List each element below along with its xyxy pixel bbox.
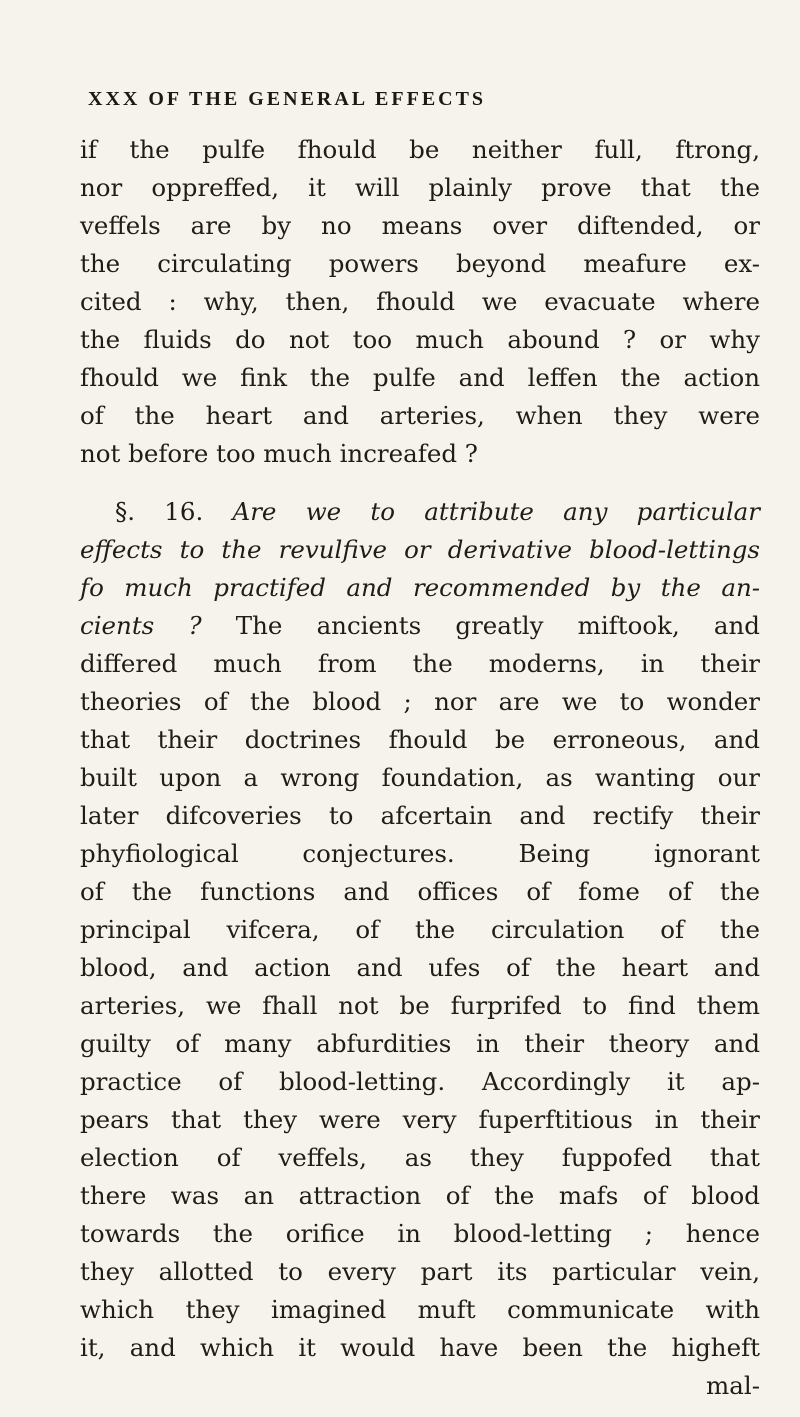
text-line: which they imagined muft communicate with (80, 1295, 760, 1324)
text-line: it, and which it would have been the higheft (80, 1333, 760, 1362)
text-line: phyfiological conjectures. Being ignorant (80, 839, 760, 868)
text-line: blood, and action and ufes of the heart and (80, 953, 760, 982)
text-line: guilty of many abfurdities in their theory and (80, 1029, 760, 1058)
text-line: not before too much increafed ? (80, 439, 478, 468)
text-line: the fluids do not too much abound ? or why (80, 325, 760, 354)
section-question-end: cients ? (80, 611, 202, 640)
text-line: the circulating powers beyond meafure ex- (80, 249, 760, 278)
running-head: XXX OF THE GENERAL EFFECTS (88, 88, 487, 110)
text-span: The ancients greatly miftook, and (201, 611, 760, 640)
text-line: later difcoveries to afcertain and rectify their (80, 801, 760, 830)
section-heading-line (115, 493, 760, 531)
section-number: §. 16. (115, 497, 204, 526)
text-line: theories of the blood ; nor are we to wonder (80, 687, 760, 716)
text-line: election of veffels, as they fuppofed that (80, 1143, 760, 1172)
text-line: arteries, we fhall not be furprifed to find them (80, 991, 760, 1020)
text-line: towards the orifice in blood-letting ; hence (80, 1219, 760, 1248)
catchword: mal- (706, 1371, 760, 1400)
text-line: cited : why, then, fhould we evacuate where (80, 287, 760, 316)
section-question-line: effects to the revulfive or derivative blood-lettings (80, 535, 760, 564)
section-question-line: fo much practifed and recommended by the an- (80, 573, 760, 602)
text-line: fhould we fink the pulfe and leffen the action (80, 363, 760, 392)
text-line: nor oppreffed, it will plainly prove that the (80, 173, 760, 202)
text-line (80, 607, 760, 645)
text-line: built upon a wrong foundation, as wanting our (80, 763, 760, 792)
text-line: that their doctrines fhould be erroneous, and (80, 725, 760, 754)
text-line: there was an attraction of the mafs of blood (80, 1181, 760, 1210)
section-question: Are we to attribute any particular (232, 497, 760, 526)
text-line: they allotted to every part its particular vein, (80, 1257, 760, 1286)
text-line: of the heart and arteries, when they were (80, 401, 760, 430)
text-line: practice of blood-letting. Accordingly it ap- (80, 1067, 760, 1096)
text-line: principal vifcera, of the circulation of the (80, 915, 760, 944)
text-line: differed much from the moderns, in their (80, 649, 760, 678)
text-line: of the functions and offices of fome of the (80, 877, 760, 906)
text-line: pears that they were very fuperftitious in their (80, 1105, 760, 1134)
text-line: if the pulfe fhould be neither full, ftrong, (80, 135, 760, 164)
text-line: veffels are by no means over diftended, or (80, 211, 760, 240)
